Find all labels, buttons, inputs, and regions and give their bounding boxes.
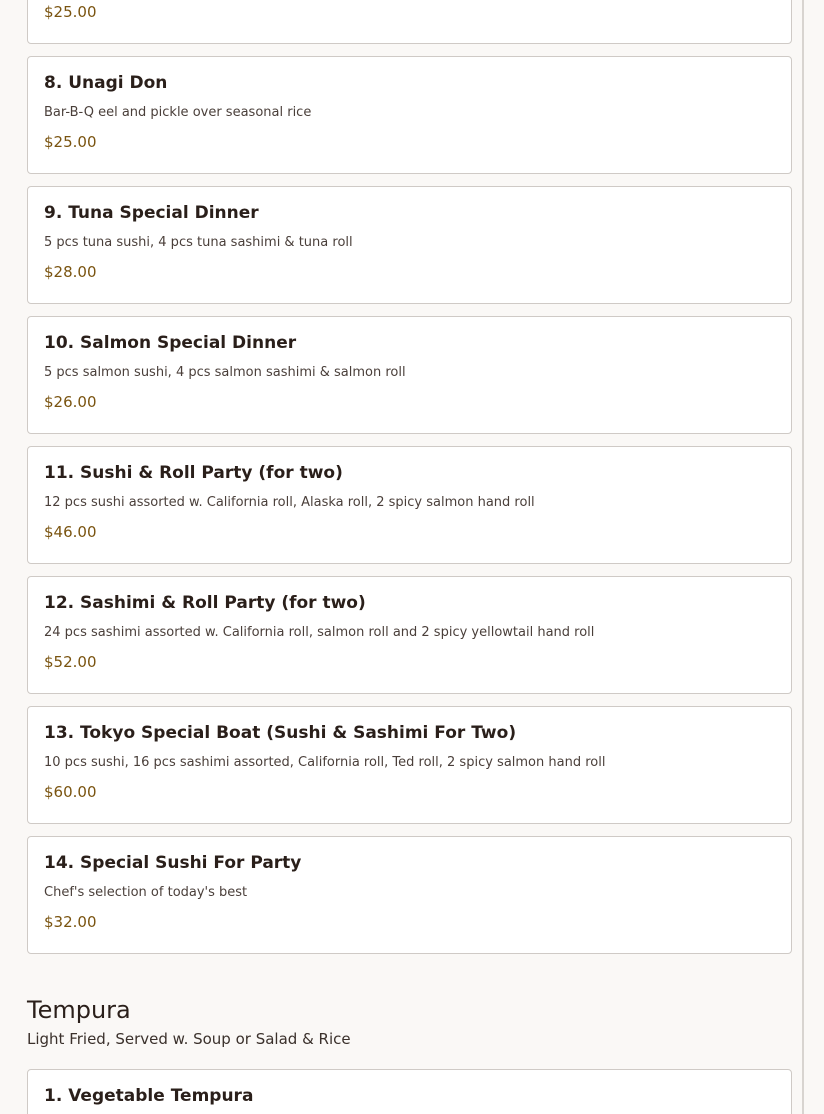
menu-item-card[interactable] bbox=[27, 1069, 792, 1114]
section-subtitle: Light Fried, Served w. Soup or Salad & Rice bbox=[27, 1030, 351, 1048]
menu-item-price: $60.00 bbox=[44, 783, 97, 801]
menu-item-description: 12 pcs sushi assorted w. California roll, Alaska roll, 2 spicy salmon hand roll bbox=[44, 495, 535, 510]
menu-item-description: 5 pcs tuna sushi, 4 pcs tuna sashimi & tuna roll bbox=[44, 235, 353, 250]
menu-item-card[interactable] bbox=[27, 316, 792, 434]
section-title: Tempura bbox=[27, 996, 131, 1024]
menu-item-title: 12. Sashimi & Roll Party (for two) bbox=[44, 593, 366, 613]
menu-item-price: $28.00 bbox=[44, 263, 97, 281]
menu-item-description: 10 pcs sushi, 16 pcs sashimi assorted, California roll, Ted roll, 2 spicy salmon hand roll bbox=[44, 755, 606, 770]
menu-item-title: 10. Salmon Special Dinner bbox=[44, 333, 297, 353]
menu-item-description: 24 pcs sashimi assorted w. California roll, salmon roll and 2 spicy yellowtail hand roll bbox=[44, 625, 595, 640]
menu-item-card[interactable] bbox=[27, 706, 792, 824]
menu-list bbox=[27, 0, 792, 1114]
menu-item-card[interactable] bbox=[27, 576, 792, 694]
menu-item-description: 5 pcs salmon sushi, 4 pcs salmon sashimi & salmon roll bbox=[44, 365, 406, 380]
menu-item-title: 9. Tuna Special Dinner bbox=[44, 203, 259, 223]
menu-item-description: Bar-B-Q eel and pickle over seasonal rice bbox=[44, 105, 312, 120]
menu-item-description: Chef's selection of today's best bbox=[44, 885, 248, 900]
tempura-section bbox=[27, 966, 792, 1114]
menu-item-price: $25.00 bbox=[44, 3, 97, 21]
menu-item-card[interactable] bbox=[27, 0, 792, 44]
menu-item-card[interactable] bbox=[27, 56, 792, 174]
menu-item-price: $52.00 bbox=[44, 653, 97, 671]
menu-item-price: $25.00 bbox=[44, 133, 97, 151]
menu-item-title: 1. Vegetable Tempura bbox=[44, 1086, 254, 1106]
menu-item-price: $26.00 bbox=[44, 393, 97, 411]
menu-item-title: 13. Tokyo Special Boat (Sushi & Sashimi For Two) bbox=[44, 723, 517, 743]
menu-item-price: $46.00 bbox=[44, 523, 97, 541]
page-right-border bbox=[802, 0, 804, 1114]
menu-item-card[interactable] bbox=[27, 446, 792, 564]
menu-item-price: $32.00 bbox=[44, 913, 97, 931]
menu-item-title: 11. Sushi & Roll Party (for two) bbox=[44, 463, 343, 483]
menu-item-title: 14. Special Sushi For Party bbox=[44, 853, 302, 873]
menu-item-card[interactable] bbox=[27, 186, 792, 304]
menu-item-card[interactable] bbox=[27, 836, 792, 954]
menu-item-title: 8. Unagi Don bbox=[44, 73, 168, 93]
